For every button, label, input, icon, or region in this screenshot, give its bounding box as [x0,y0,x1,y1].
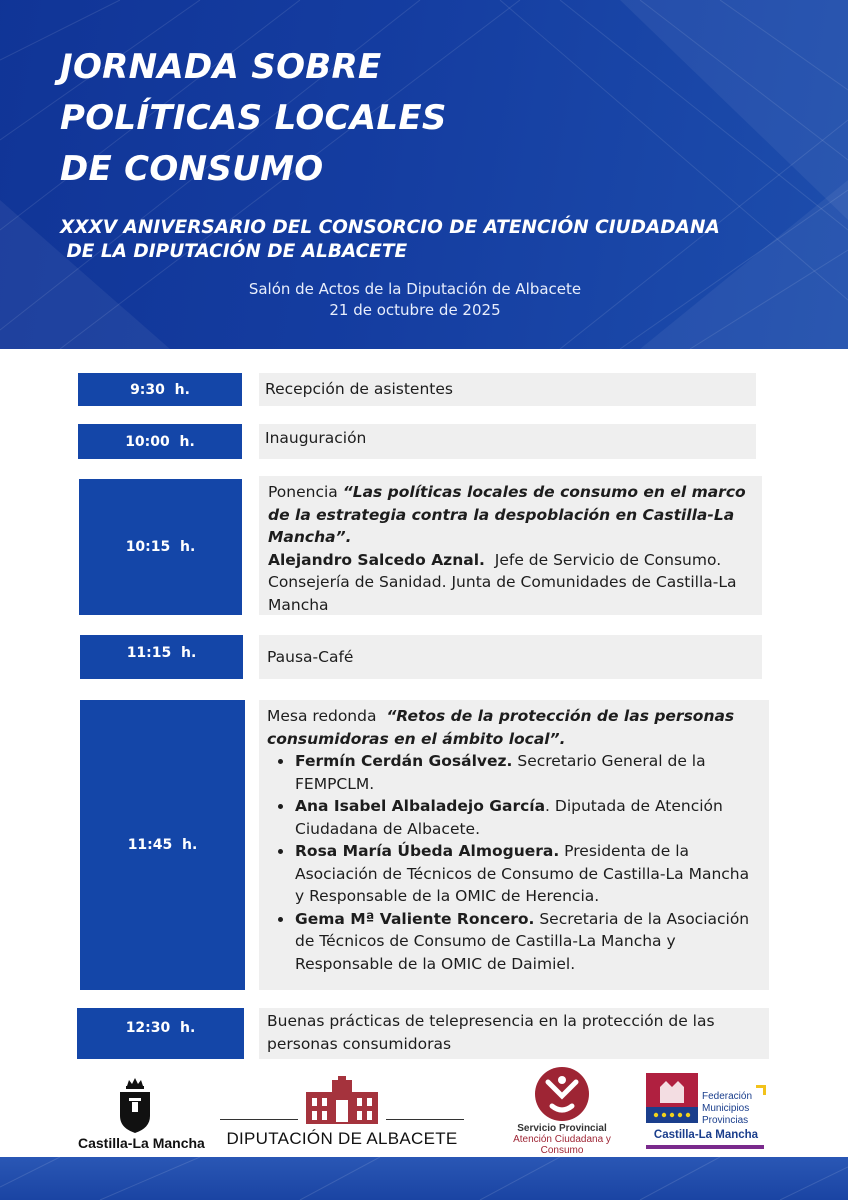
lecture-prefix: Ponencia [268,483,343,501]
subtitle-line-1: XXXV ANIVERSARIO DEL CONSORCIO DE ATENCIÓN CIUDADANA [60,217,720,238]
event-date: 21 de octubre de 2025 [329,301,501,319]
title-line-3: DE CONSUMO [60,149,324,189]
panel-member-role: Secretario General de la FEMPCLM. [295,752,706,793]
footer-texture [0,1157,848,1200]
fmp-line-1: Federación [702,1091,753,1102]
panel-member-role: Secretaria de la Asociación de Técnicos de Consumo de Castilla-La Mancha y Responsable de la OMIC de Daimiel. [295,909,750,973]
panel-member-role: Presidenta de la Asociación de Técnicos de Consumo de Castilla-La Mancha y Responsable de la OMIC de Herencia. [295,842,750,905]
title-line-1: JORNADA SOBRE [60,47,382,87]
fmp-castle-icon [646,1073,698,1123]
agenda-item-round-table [259,700,769,990]
diputacion-label: DIPUTACIÓN DE ALBACETE [226,1129,458,1148]
divider-right [386,1119,464,1120]
panel-member [267,840,761,908]
agenda-time-1115: 11:15 h. [80,635,243,679]
panel-member-role: . Diputada de Atención Ciudadana de Albacete. [295,797,723,838]
event-place-date [120,279,710,321]
footer-band [0,1157,848,1200]
fmp-emblem [646,1073,698,1123]
agenda-item-lecture [259,476,762,615]
lecture-speaker: Alejandro Salcedo Aznal. [268,550,485,569]
agenda-time-1015: 10:15 h. [79,479,242,615]
logo-castilla-la-mancha [70,1074,205,1156]
divider-left [220,1119,298,1120]
agenda-time-1145: 11:45 h. [80,700,245,990]
panel-member-name: Rosa María Úbeda Almoguera. [295,842,560,860]
agenda-item-coffee-break [259,635,762,679]
agenda-text: Recepción de asistentes [265,380,453,398]
logo-servicio-provincial [505,1066,619,1156]
servicio-line-3: Consumo [540,1145,584,1156]
agenda-text: Buenas prácticas de telepresencia en la protección de las personas consumidoras [267,1012,715,1053]
fmp-band-label: Castilla-La Mancha [653,1129,759,1141]
round-table-prefix: Mesa redonda [267,707,387,725]
round-table-title: “Retos de la protección de las personas consumidoras en el ámbito local”. [267,707,735,748]
servicio-emblem-icon [534,1066,590,1122]
fmp-corner-accent [756,1085,766,1095]
gray-extension [729,1008,769,1059]
fmp-line-2: Municipios [702,1103,750,1114]
lecture-title: “Las políticas locales de consumo en el marco de la estrategia contra la despoblación en Castilla-La Mancha”. [268,483,746,546]
panel-member [267,750,761,795]
clm-label: Castilla-La Mancha [78,1135,205,1151]
diputacion-building-icon [302,1076,382,1124]
clm-shield-icon [115,1076,155,1134]
logo-diputacion-albacete [218,1076,466,1156]
logo-fmp [644,1071,770,1155]
agenda-item-reception [259,373,756,406]
panel-member-name: Fermín Cerdán Gosálvez. [295,752,513,770]
servicio-line-2: Atención Ciudadana y [513,1134,611,1145]
fmp-line-3: Provincias [702,1115,749,1126]
servicio-line-1: Servicio Provincial [517,1123,607,1134]
agenda-text: Inauguración [265,429,367,447]
agenda-item-inauguration [259,424,756,459]
panel-member-name: Ana Isabel Albaladejo García [295,797,546,815]
agenda-text: Pausa-Café [267,648,354,666]
agenda-time-0930: 9:30 h. [78,373,242,406]
event-venue: Salón de Actos de la Diputación de Albacete [248,280,582,298]
title-line-2: POLÍTICAS LOCALES [60,98,447,138]
panel-member [267,795,761,840]
panel-list [267,750,761,975]
header-banner [0,0,848,349]
lecture-speaker-role: Jefe de Servicio de Consumo. Consejería de Sanidad. Junta de Comunidades de Castilla-La Mancha [268,550,742,614]
event-subtitle [60,216,800,264]
agenda-item-good-practices [259,1008,729,1059]
event-title [60,42,620,195]
panel-member-name: Gema Mª Valiente Roncero. [295,909,535,928]
fmp-band-line [646,1145,764,1149]
agenda-time-1000: 10:00 h. [78,424,242,459]
agenda-time-1230: 12:30 h. [77,1008,244,1059]
panel-member [267,908,761,976]
subtitle-line-2: DE LA DIPUTACIÓN DE ALBACETE [60,241,408,262]
